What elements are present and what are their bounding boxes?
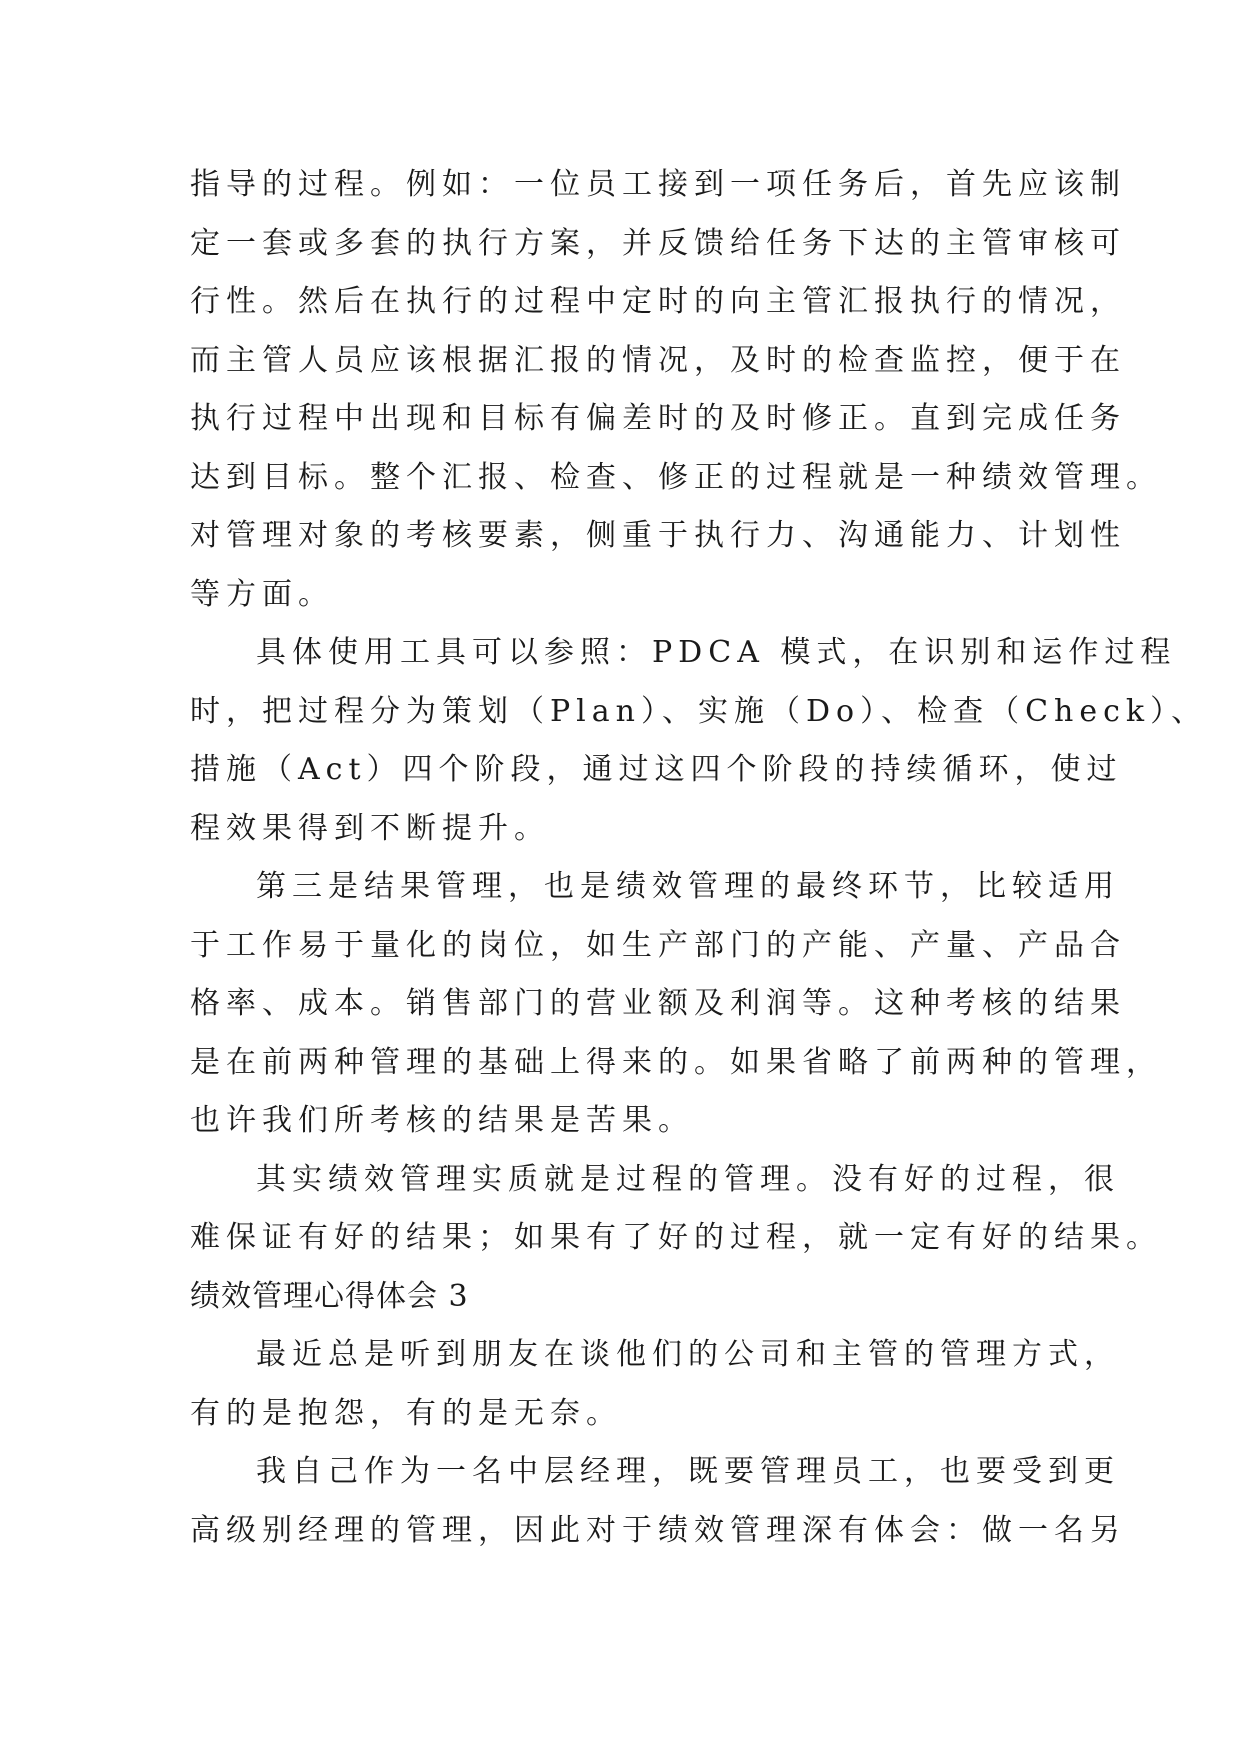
text-line: 对管理对象的考核要素，侧重于执行力、沟通能力、计划性 <box>190 518 1126 553</box>
text-line: 指导的过程。例如：一位员工接到一项任务后，首先应该制 <box>190 167 1126 202</box>
paragraph-start-line: 最近总是听到朋友在谈他们的公司和主管的管理方式， <box>256 1337 1120 1372</box>
text-line: 也许我们所考核的结果是苦果。 <box>190 1103 694 1138</box>
section-heading: 绩效管理心得体会 3 <box>190 1278 469 1314</box>
paragraph-start-line: 具体使用工具可以参照：PDCA 模式，在识别和运作过程 <box>256 635 1177 670</box>
text-line: 定一套或多套的执行方案，并反馈给任务下达的主管审核可 <box>190 225 1126 261</box>
text-line: 达到目标。整个汇报、检查、修正的过程就是一种绩效管理。 <box>190 459 1162 495</box>
text-line: 于工作易于量化的岗位，如生产部门的产能、产量、产品合 <box>190 927 1126 963</box>
text-line: 高级别经理的管理，因此对于绩效管理深有体会：做一名另 <box>190 1512 1126 1548</box>
paragraph-start-line: 我自己作为一名中层经理，既要管理员工，也要受到更 <box>256 1454 1120 1489</box>
text-line: 格率、成本。销售部门的营业额及利润等。这种考核的结果 <box>190 986 1126 1021</box>
text-line: 有的是抱怨，有的是无奈。 <box>190 1395 622 1431</box>
text-line: 执行过程中出现和目标有偏差时的及时修正。直到完成任务 <box>190 401 1126 436</box>
document-body <box>190 156 1208 1560</box>
text-line: 程效果得到不断提升。 <box>190 810 550 846</box>
text-line: 行性。然后在执行的过程中定时的向主管汇报执行的情况， <box>190 284 1126 319</box>
paragraph-start-line: 第三是结果管理，也是绩效管理的最终环节，比较适用 <box>256 869 1120 904</box>
text-line: 措施（Act）四个阶段，通过这四个阶段的持续循环，使过 <box>190 752 1123 787</box>
text-line: 时，把过程分为策划（Plan）、实施（Do）、检查（Check）、 <box>190 693 1208 729</box>
text-line: 而主管人员应该根据汇报的情况，及时的检查监控，便于在 <box>190 342 1126 378</box>
text-line: 难保证有好的结果；如果有了好的过程，就一定有好的结果。 <box>190 1220 1162 1255</box>
paragraph-start-line: 其实绩效管理实质就是过程的管理。没有好的过程，很 <box>256 1161 1120 1197</box>
text-line: 是在前两种管理的基础上得来的。如果省略了前两种的管理， <box>190 1044 1162 1080</box>
text-line: 等方面。 <box>190 576 334 612</box>
